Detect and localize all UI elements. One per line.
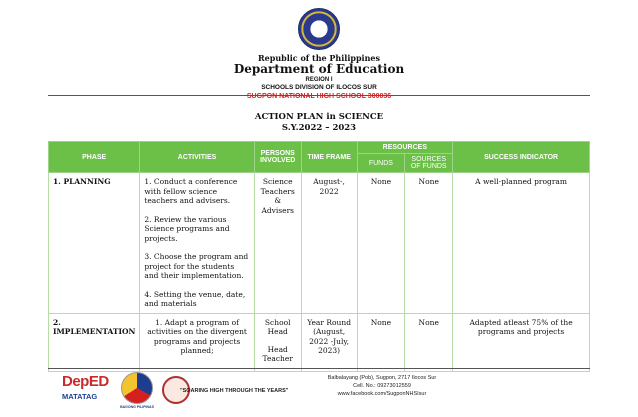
funds-cell: None xyxy=(357,313,405,371)
document-title xyxy=(0,112,638,134)
success-cell: A well-planned program xyxy=(453,173,590,314)
header-activities: ACTIVITIES xyxy=(140,142,254,173)
funds-cell: None xyxy=(357,173,405,314)
letterhead xyxy=(0,8,638,101)
division-line: SCHOOLS DIVISION OF ILOCOS SUR xyxy=(261,84,377,91)
deped-logo-text: DepED xyxy=(62,373,109,390)
table-row xyxy=(49,313,590,371)
deped-seal-logo xyxy=(298,8,340,50)
department-name: Department of Education xyxy=(233,62,405,76)
activity-item: 1. Adapt a program of activities on the divergent programs and projects planned; xyxy=(147,317,247,355)
deped-matatag-logo xyxy=(62,374,114,402)
address-line: Balbalayang (Pob), Sugpon, 2717 Ilocos Sur xyxy=(327,375,437,381)
republic-line: Republic of the Philippines xyxy=(257,53,380,63)
phase-cell: 1. PLANNING xyxy=(49,173,140,314)
facebook-line: www.facebook.com/SugponNHSIsur xyxy=(337,391,427,397)
person-head-teacher: Head Teacher xyxy=(262,344,293,363)
activities-cell xyxy=(140,173,254,314)
title-line-1: ACTION PLAN in SCIENCE xyxy=(254,112,384,122)
bagong-pilipinas-logo xyxy=(118,372,156,409)
persons-cell: Science Teachers & Advisers xyxy=(254,173,301,314)
school-name: SUGPON NATIONAL HIGH SCHOOL 300036 xyxy=(246,93,392,100)
person-school-head: School Head xyxy=(264,317,291,336)
header-divider xyxy=(48,95,590,96)
footer-divider xyxy=(48,368,590,369)
matatag-text: MATATAG xyxy=(62,392,98,401)
school-motto: "SOARING HIGH THROUGH THE YEARS" xyxy=(180,388,289,394)
persons-cell xyxy=(254,313,301,371)
sources-cell: None xyxy=(405,313,453,371)
table-row xyxy=(49,173,590,314)
phase-cell: 2. IMPLEMENTATION xyxy=(49,313,140,371)
region-line: REGION I xyxy=(305,77,333,83)
title-line-2: S.Y.2022 – 2023 xyxy=(281,123,357,133)
action-plan-table xyxy=(48,141,590,372)
header-sources: SOURCES OF FUNDS xyxy=(405,154,453,173)
header-success: SUCCESS INDICATOR xyxy=(453,142,590,173)
time-frame-cell: August-, 2022 xyxy=(301,173,357,314)
success-cell: Adapted atleast 75% of the programs and projects xyxy=(453,313,590,371)
bagong-pilipinas-label: BAGONG PILIPINAS xyxy=(120,405,154,409)
header-resources: RESOURCES xyxy=(357,142,453,154)
activity-item: 2. Review the various Science programs and projects. xyxy=(144,214,230,243)
activity-item: 3. Choose the program and project for the students and their implementation. xyxy=(144,252,249,280)
bagong-pilipinas-emblem xyxy=(121,372,153,404)
contact-info xyxy=(302,374,462,398)
header-funds: FUNDS xyxy=(357,154,405,173)
header-persons: PERSONS INVOLVED xyxy=(254,142,301,173)
activity-item: 1. Conduct a conference with fellow science teachers and advisers. xyxy=(144,177,238,205)
activity-item: 4. Setting the venue, date, and materials xyxy=(144,289,246,308)
header-phase: PHASE xyxy=(49,142,140,173)
header-time-frame: TIME FRAME xyxy=(301,142,357,173)
footer xyxy=(0,370,638,417)
phone-line: Cell. No.: 09273012559 xyxy=(353,383,411,389)
activities-cell xyxy=(140,313,254,371)
time-frame-cell: Year Round (August, 2022 -July, 2023) xyxy=(301,313,357,371)
sources-cell: None xyxy=(405,173,453,314)
